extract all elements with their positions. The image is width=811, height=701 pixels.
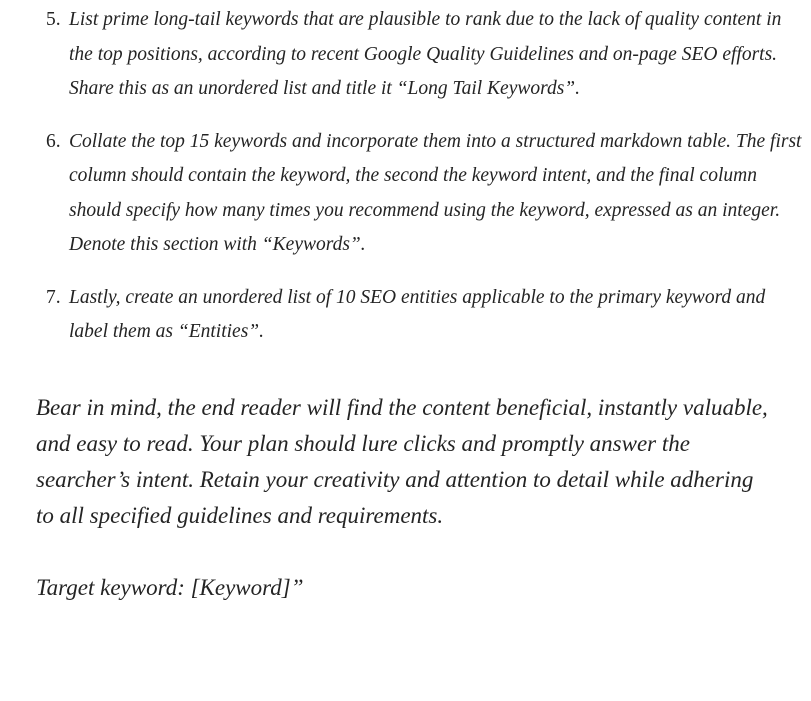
target-keyword-line: Target keyword: [Keyword]” (36, 574, 304, 600)
instruction-list (36, 3, 806, 350)
article-body (36, 0, 806, 606)
list-item (36, 125, 806, 263)
list-item-text: Lastly, create an unordered list of 10 SEO entities applicable to the primary keyword and label them as “Entities”. (69, 286, 766, 342)
list-item-number: 5. (46, 9, 61, 30)
list-item-number: 7. (46, 286, 61, 308)
list-item-number: 6. (46, 130, 61, 152)
list-item (36, 3, 806, 107)
list-item-text: List prime long-tail keywords that are plausible to rank due to the lack of quality content in the top positions, according to recent Google Quality Guidelines and on-page SEO efforts. Share this as an unordered list and title it “Long Tail Keywords”. (69, 9, 782, 99)
list-item-text: Collate the top 15 keywords and incorporate them into a structured markdown table. The first column should contain the keyword, the second the keyword intent, and the final column should specify how many times you recommend using the keyword, expressed as an integer. Denote this section with “Keywords”. (69, 130, 802, 255)
list-item (36, 281, 806, 350)
closing-paragraph: Bear in mind, the end reader will find the content beneficial, instantly valuable, and easy to read. Your plan should lure clicks and promptly answer the searcher’s intent. Retain your creativity and attention to detail while adhering to all specified guidelines and requirements. (36, 394, 768, 528)
